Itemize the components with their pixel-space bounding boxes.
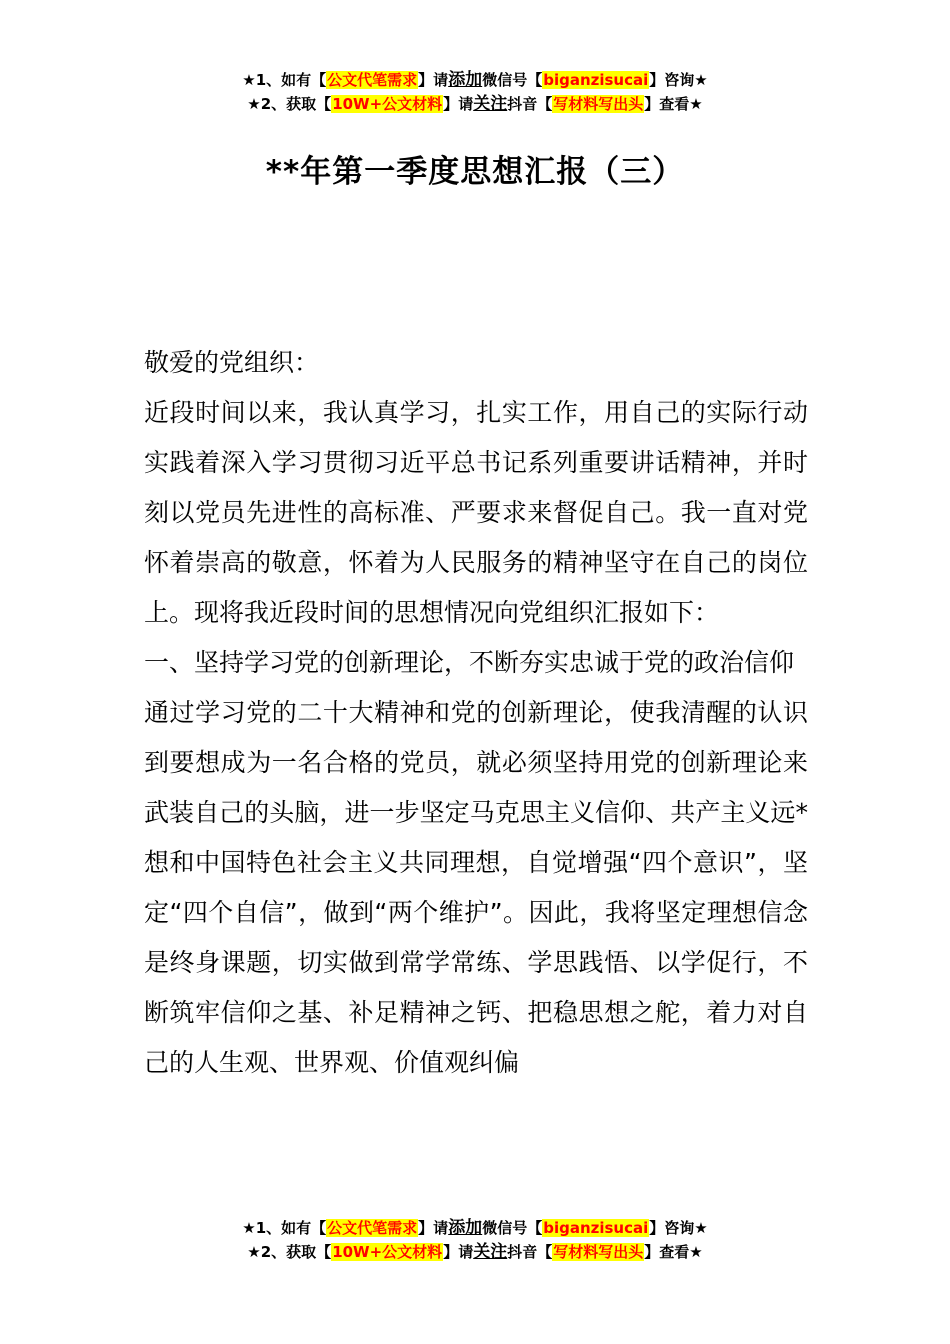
douyin-highlight: 写材料写出头 [553, 1243, 644, 1261]
document-title: **年第一季度思想汇报（三） [265, 154, 685, 190]
promo-text: 2、获取【 [260, 1243, 332, 1261]
wechat-id-highlight: biganzisucai [543, 71, 649, 89]
promo-emphasis: 添加 [448, 1218, 483, 1238]
promo-text: 】请 [418, 71, 449, 89]
body-paragraph: 通过学习党的二十大精神和党的创新理论，使我清醒的认识到要想成为一名合格的党员，就必须坚持用党的创新理论来武装自己的头脑，进一步坚定马克思主义信仰、共产主义远*想和中国特色社会主义共同理想，自觉增强“四个意识”，坚定“四个自信”，做到“两个维护”。因此，我将坚定理想信念是终身课题，切实做到常学常练、学思践悟、以学促行，不断筑牢信仰之基、补足精神之钙、把稳思想之舵，着力对自己的人生观、世界观、价值观纠偏 [144, 698, 808, 1077]
promo-text: 】请 [418, 1219, 449, 1237]
promo-highlight: 公文代笔需求 [327, 1219, 418, 1237]
promo-highlight: 公文代笔需求 [327, 71, 418, 89]
star-icon: ★ [242, 1219, 256, 1237]
promo-text: 】咨询 [649, 1219, 695, 1237]
star-icon: ★ [247, 95, 261, 113]
promo-line-1 [0, 68, 950, 92]
promo-banner-bottom [0, 1216, 950, 1264]
promo-text: 1、如有【 [255, 71, 327, 89]
promo-line-2 [0, 92, 950, 116]
promo-text: 微信号【 [482, 1219, 543, 1237]
douyin-highlight: 写材料写出头 [553, 95, 644, 113]
promo-text: 抖音【 [507, 1243, 553, 1261]
promo-line-1 [0, 1216, 950, 1240]
promo-text: 】查看 [644, 95, 690, 113]
promo-line-2 [0, 1240, 950, 1264]
promo-text: 2、获取【 [260, 95, 332, 113]
promo-text: 微信号【 [482, 71, 543, 89]
star-icon: ★ [694, 71, 708, 89]
document-body [144, 338, 808, 1088]
promo-text: 1、如有【 [255, 1219, 327, 1237]
wechat-id-highlight: biganzisucai [543, 1219, 649, 1237]
promo-banner-top [0, 68, 950, 116]
promo-emphasis: 关注 [473, 94, 508, 114]
star-icon: ★ [247, 1243, 261, 1261]
star-icon: ★ [689, 95, 703, 113]
promo-text: 】查看 [644, 1243, 690, 1261]
promo-text: 】请 [443, 1243, 474, 1261]
promo-text: 】咨询 [649, 71, 695, 89]
salutation: 敬爱的党组织： [144, 348, 320, 377]
promo-highlight: 10W+公文材料 [332, 1243, 443, 1261]
promo-text: 抖音【 [507, 95, 553, 113]
promo-emphasis: 关注 [473, 1242, 508, 1262]
promo-highlight: 10W+公文材料 [332, 95, 443, 113]
star-icon: ★ [242, 71, 256, 89]
body-paragraph: 近段时间以来，我认真学习，扎实工作，用自己的实际行动实践着深入学习贯彻习近平总书记系列重要讲话精神，并时刻以党员先进性的高标准、严要求来督促自己。我一直对党怀着崇高的敬意，怀着为人民服务的精神坚守在自己的岗位上。现将我近段时间的思想情况向党组织汇报如下： [144, 398, 808, 627]
promo-emphasis: 添加 [448, 70, 483, 90]
promo-text: 】请 [443, 95, 474, 113]
star-icon: ★ [694, 1219, 708, 1237]
section-heading: 一、坚持学习党的创新理论，不断夯实忠诚于党的政治信仰 [144, 648, 795, 677]
star-icon: ★ [689, 1243, 703, 1261]
